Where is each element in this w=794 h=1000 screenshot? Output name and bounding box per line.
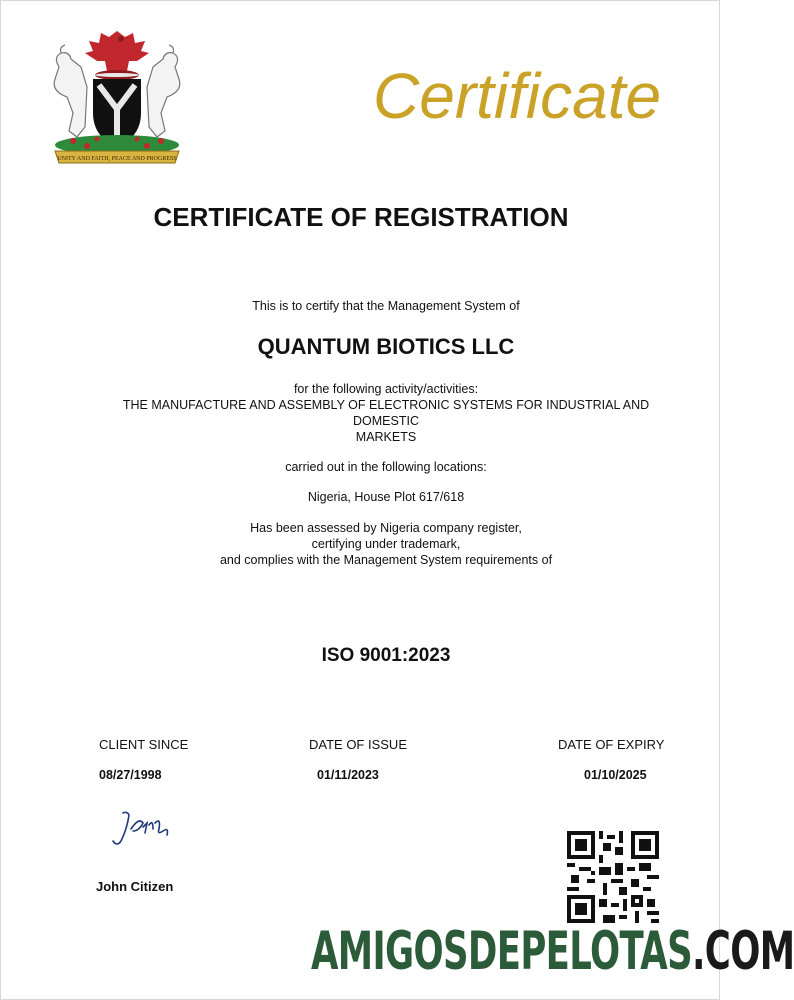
assessed-line: Has been assessed by Nigeria company register,: [250, 521, 522, 535]
assessed-line: certifying under trademark,: [311, 537, 461, 551]
issue-date-value: 01/11/2023: [317, 768, 379, 782]
client-since-label: CLIENT SINCE: [99, 737, 189, 752]
intro-text: This is to certify that the Management System of: [252, 299, 520, 313]
watermark-tld: .COM: [691, 921, 794, 982]
expiry-date-value: 01/10/2025: [584, 768, 647, 782]
expiry-date-label: DATE OF EXPIRY: [558, 737, 665, 752]
activity-line: DOMESTIC: [353, 414, 419, 428]
company-name: QUANTUM BIOTICS LLC: [257, 334, 515, 359]
brand-word: Certificate: [373, 60, 662, 132]
signer-name: John Citizen: [96, 879, 174, 894]
client-since-value: 08/27/1998: [99, 768, 162, 782]
activity-intro: for the following activity/activities:: [293, 382, 479, 396]
iso-standard: ISO 9001:2023: [321, 645, 451, 666]
locations-intro: carried out in the following locations:: [285, 460, 487, 474]
activity-line: MARKETS: [355, 430, 417, 444]
watermark-main: AMIGOSDEPELOTAS: [311, 921, 692, 982]
issue-date-label: DATE OF ISSUE: [309, 737, 407, 752]
activity-line: THE MANUFACTURE AND ASSEMBLY OF ELECTRONIC SYSTEMS FOR INDUSTRIAL AND: [122, 398, 650, 412]
certificate-title: CERTIFICATE OF REGISTRATION: [153, 202, 569, 232]
signature-icon: [109, 807, 171, 851]
emblem-motto: UNITY AND FAITH, PEACE AND PROGRESS: [57, 156, 177, 162]
qr-code-icon[interactable]: [567, 831, 659, 923]
assessed-line: and complies with the Management System requirements of: [219, 553, 553, 567]
location-text: Nigeria, House Plot 617/618: [307, 490, 465, 504]
coat-of-arms-icon: [37, 27, 197, 172]
watermark-text: [311, 921, 794, 983]
